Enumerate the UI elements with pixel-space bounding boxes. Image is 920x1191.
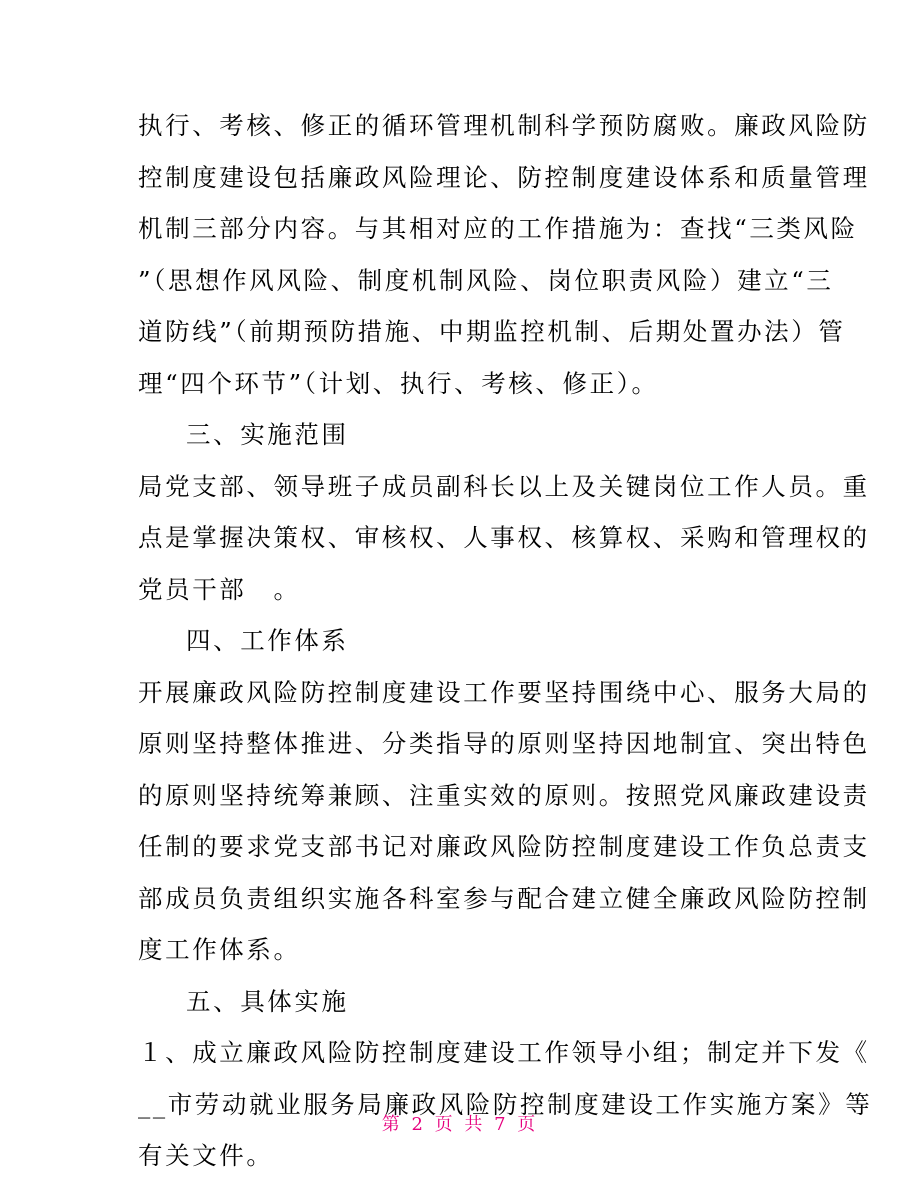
paragraph-scope [138, 461, 870, 616]
text-line: １、成立廉政风险防控制度建设工作领导小组；制定并下发《 [138, 1038, 870, 1067]
text-line: 道防线”（前期预防措施、中期监控机制、后期处置办法）管 [138, 317, 846, 346]
text-line: 有关文件。 [138, 1141, 274, 1170]
text-line: 部成员负责组织实施各科室参与配合建立健全廉政风险防控制 [138, 883, 870, 913]
text-line: 控制度建设包括廉政风险理论、防控制度建设体系和质量管理 [138, 162, 870, 192]
text-line: __市劳动就业服务局廉政风险防控制度建设工作实施方案》等 [138, 1089, 873, 1119]
text-line: 点是掌握决策权、审核权、人事权、核算权、采购和管理权的 [138, 523, 870, 552]
paragraph-implementation [138, 1027, 873, 1182]
section-heading-scope: 三、实施范围 [186, 420, 349, 449]
section-heading-implementation: 五、具体实施 [186, 986, 349, 1016]
paragraph-mechanism [138, 100, 870, 409]
text-line: 的原则坚持统筹兼顾、注重实效的原则。按照党风廉政建设责 [138, 780, 870, 810]
page-number-footer: 第 2 页 共 7 页 [381, 1114, 539, 1135]
paragraph-work-system [138, 667, 870, 976]
document-body [138, 100, 873, 1182]
text-line: 度工作体系。 [138, 935, 301, 964]
text-line: 开展廉政风险防控制度建设工作要坚持围绕中心、服务大局的 [138, 677, 870, 707]
text-line: 机制三部分内容。与其相对应的工作措施为：查找“三类风险 [138, 214, 858, 243]
text-line: 原则坚持整体推进、分类指导的原则坚持因地制宜、突出特色 [138, 729, 870, 758]
text-line: 局党支部、领导班子成员副科长以上及关键岗位工作人员。重 [138, 471, 870, 501]
text-line: 党员干部 。 [138, 574, 301, 604]
text-line: 任制的要求党支部书记对廉政风险防控制度建设工作负总责支 [138, 832, 870, 861]
section-heading-work-system: 四、工作体系 [186, 626, 349, 655]
text-line: 理“四个环节”（计划、执行、考核、修正）。 [138, 368, 659, 398]
text-line: 执行、考核、修正的循环管理机制科学预防腐败。廉政风险防 [138, 111, 870, 140]
text-line: ”（思想作风风险、制度机制风险、岗位职责风险）建立“三 [138, 265, 834, 295]
